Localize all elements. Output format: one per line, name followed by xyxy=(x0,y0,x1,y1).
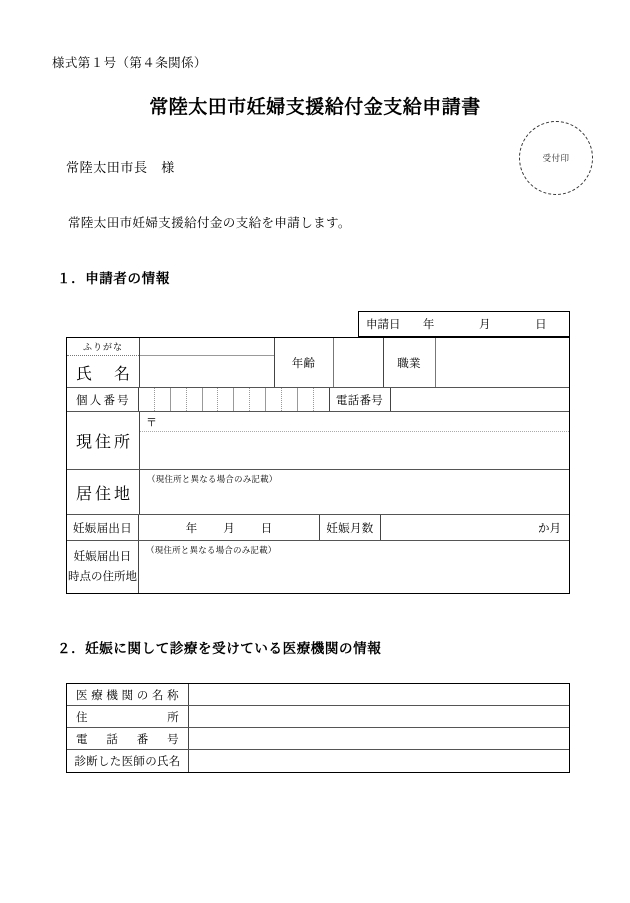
form-number: 様式第１号（第４条関係） xyxy=(52,56,207,70)
doctor-name-label: 診断した医師の氏名 xyxy=(67,750,189,772)
my-number-cell[interactable] xyxy=(314,388,329,411)
pregnancy-date-year: 年 xyxy=(185,522,198,535)
my-number-input-grid[interactable] xyxy=(139,388,329,411)
my-number-cell[interactable] xyxy=(298,388,314,411)
receipt-stamp-label: 受付印 xyxy=(542,153,570,163)
my-number-cell[interactable] xyxy=(139,388,155,411)
my-number-cell[interactable] xyxy=(171,388,187,411)
application-date-box xyxy=(358,311,570,337)
address-at-report-input[interactable] xyxy=(139,556,569,593)
addressee: 常陸太田市長 様 xyxy=(66,160,175,175)
address-at-report-label-line1: 妊娠届出日 xyxy=(73,550,132,563)
section-2-heading: ２．妊娠に関して診療を受けている医療機関の情報 xyxy=(57,641,382,656)
table-row-pregnancy-report xyxy=(67,515,569,541)
current-address-label: 現 住 所 xyxy=(67,412,140,469)
my-number-cell[interactable] xyxy=(218,388,234,411)
my-number-cell[interactable] xyxy=(282,388,298,411)
age-label: 年齢 xyxy=(274,338,334,387)
pregnancy-report-date-input[interactable] xyxy=(139,515,319,540)
residence-label: 居 住 地 xyxy=(67,470,140,514)
residence-input[interactable] xyxy=(140,485,569,514)
application-date-day[interactable]: 日 xyxy=(535,319,547,331)
name-label-group xyxy=(67,338,140,387)
my-number-cell[interactable] xyxy=(155,388,171,411)
address-at-report-label-line2: 時点の住所地 xyxy=(68,571,137,583)
occupation-input[interactable] xyxy=(436,338,570,387)
address-at-report-note: （現住所と異なる場合のみ記載） xyxy=(146,545,277,555)
application-date-month[interactable]: 月 xyxy=(479,319,491,331)
institution-name-label: 医 療 機 関 の 名 称 xyxy=(67,684,189,705)
institution-telephone-input[interactable] xyxy=(189,728,569,749)
table-row-doctor-name xyxy=(67,750,569,772)
furigana-label: ふりがな xyxy=(67,338,139,356)
table-row-name xyxy=(67,338,569,388)
current-address-input[interactable] xyxy=(140,432,569,469)
pregnancy-date-day: 日 xyxy=(260,522,273,535)
my-number-cell[interactable] xyxy=(234,388,250,411)
table-row-residence xyxy=(67,470,569,515)
table-row-current-address xyxy=(67,412,569,470)
table-row-institution-address xyxy=(67,706,569,728)
applicant-table xyxy=(66,337,570,594)
table-row-address-at-report xyxy=(67,541,569,593)
institution-address-label: 住 所 xyxy=(67,706,189,727)
receipt-stamp-circle xyxy=(519,121,593,195)
furigana-input[interactable] xyxy=(140,338,274,356)
my-number-cell[interactable] xyxy=(203,388,219,411)
address-at-report-label xyxy=(67,541,139,593)
pregnancy-date-month: 月 xyxy=(223,522,235,535)
doctor-name-input[interactable] xyxy=(189,750,569,772)
name-label: 氏 名 xyxy=(76,365,130,383)
telephone-input[interactable] xyxy=(391,388,570,411)
name-input[interactable] xyxy=(140,356,274,387)
institution-telephone-label: 電 話 番 号 xyxy=(67,728,189,749)
telephone-label: 電話番号 xyxy=(329,388,391,411)
institution-address-input[interactable] xyxy=(189,706,569,727)
page-title: 常陸太田市妊婦支援給付金支給申請書 xyxy=(149,97,481,118)
medical-institution-table xyxy=(66,683,570,773)
occupation-label: 職業 xyxy=(384,338,436,387)
institution-name-input[interactable] xyxy=(189,684,569,705)
residence-note: （現住所と異なる場合のみ記載） xyxy=(147,474,278,484)
application-date-year[interactable]: 年 xyxy=(422,319,435,331)
application-date-label: 申請日 xyxy=(366,319,401,331)
my-number-cell[interactable] xyxy=(250,388,266,411)
age-input[interactable] xyxy=(334,338,384,387)
pregnancy-months-input[interactable]: か月 xyxy=(538,522,561,535)
pregnancy-report-date-label: 妊娠届出日 xyxy=(67,515,139,540)
pregnancy-months-label: 妊娠月数 xyxy=(319,515,381,540)
my-number-label: 個 人 番 号 xyxy=(67,388,139,411)
table-row-my-number xyxy=(67,388,569,412)
table-row-institution-telephone xyxy=(67,728,569,750)
section-1-heading: １．申請者の情報 xyxy=(57,271,170,286)
my-number-cell[interactable] xyxy=(187,388,203,411)
lead-text: 常陸太田市妊婦支援給付金の支給を申請します。 xyxy=(68,216,351,230)
my-number-cell[interactable] xyxy=(266,388,282,411)
table-row-institution-name xyxy=(67,684,569,706)
postal-mark: 〒 xyxy=(140,412,569,432)
